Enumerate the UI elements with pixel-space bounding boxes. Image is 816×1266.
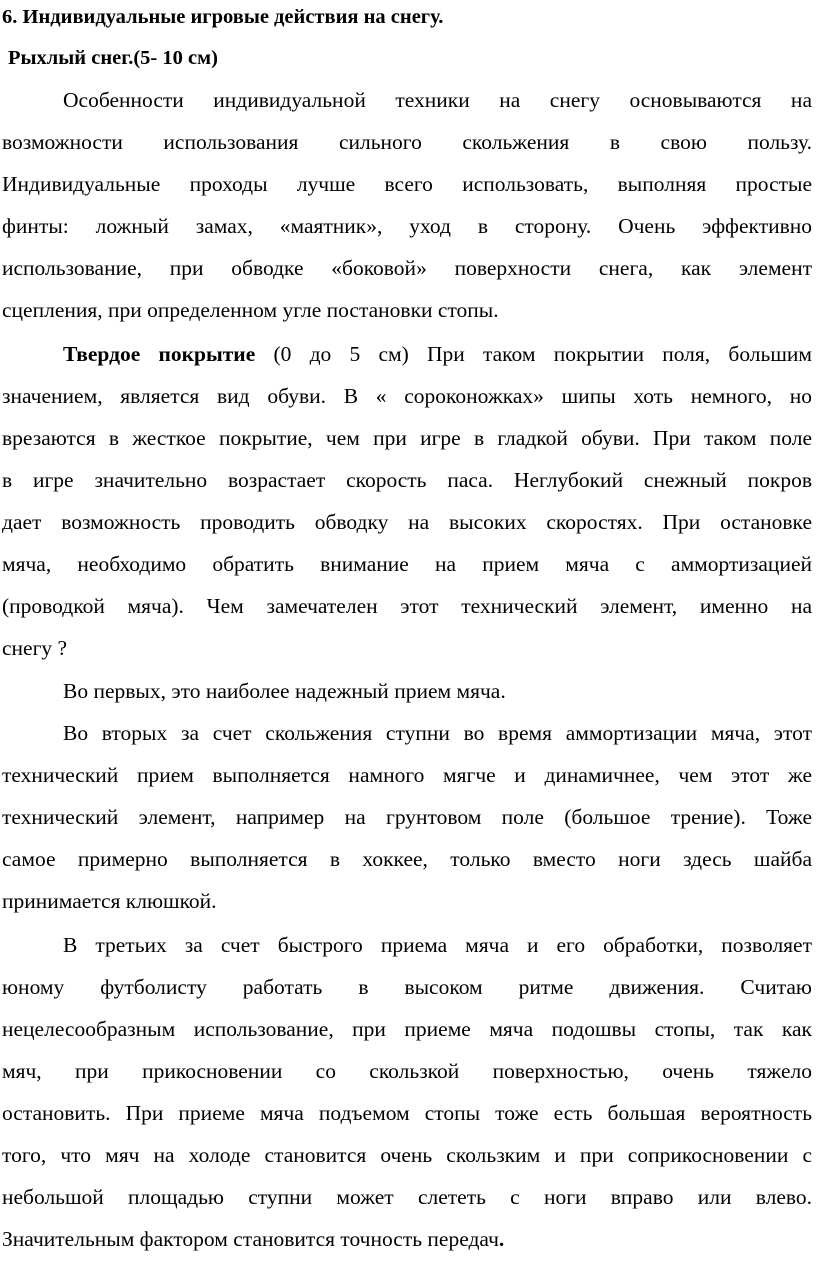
- paragraph-1-line: использование, при обводке «боковой» поверхности снега, как элемент: [2, 256, 812, 280]
- paragraph-5-line: мяч, при прикосновении со скользкой поверхностью, очень тяжело: [2, 1059, 812, 1083]
- paragraph-5-line: нецелесообразным использование, при приеме мяча подошвы стопы, так как: [2, 1017, 812, 1041]
- paragraph-3-line: Во первых, это наиболее надежный прием мяча.: [63, 679, 506, 703]
- paragraph-5-line: В третьих за счет быстрого приема мяча и его обработки, позволяет: [63, 933, 812, 957]
- paragraph-5-last-line: [2, 1229, 812, 1251]
- paragraph-2-first-line-text: (0 до 5 см) При таком покрытии поля, большим: [255, 342, 812, 366]
- paragraph-4-line: принимается клюшкой.: [2, 889, 217, 913]
- paragraph-1-line: Индивидуальные проходы лучше всего использовать, выполняя простые: [2, 172, 812, 196]
- paragraph-1-line: Особенности индивидуальной техники на снегу основываются на: [63, 88, 812, 112]
- paragraph-1-line: финты: ложный замах, «маятник», уход в сторону. Очень эффективно: [2, 214, 812, 238]
- paragraph-1-line: сцепления, при определенном угле постановки стопы.: [2, 298, 499, 322]
- paragraph-5-line: небольшой площадью ступни может слететь с ноги вправо или влево.: [2, 1185, 812, 1209]
- paragraph-2-first-line: [63, 344, 812, 366]
- paragraph-5-line: юному футболисту работать в высоком ритме движения. Считаю: [2, 975, 812, 999]
- paragraph-5-last-line-text: Значительным фактором становится точность передач: [2, 1227, 499, 1251]
- paragraph-2-line: врезаются в жесткое покрытие, чем при игре в гладкой обуви. При таком поле: [2, 426, 812, 450]
- paragraph-2-line: (проводкой мяча). Чем замечателен этот технический элемент, именно на: [2, 594, 812, 618]
- section-heading: 6. Индивидуальные игровые действия на снегу.: [2, 6, 444, 28]
- subsection-heading: Рыхлый снег.(5- 10 см): [8, 47, 218, 69]
- paragraph-2-line: значением, является вид обуви. В « сороконожках» шипы хоть немного, но: [2, 384, 812, 408]
- paragraph-1-line: возможности использования сильного скольжения в свою пользу.: [2, 130, 812, 154]
- paragraph-4-line: технический элемент, например на грунтовом поле (большое трение). Тоже: [2, 805, 812, 829]
- paragraph-2-line: снегу ?: [2, 636, 68, 660]
- paragraph-5-line: того, что мяч на холоде становится очень скользким и при соприкосновении с: [2, 1143, 812, 1167]
- paragraph-5-line: остановить. При приеме мяча подъемом стопы тоже есть большая вероятность: [2, 1101, 812, 1125]
- paragraph-2-line: дает возможность проводить обводку на высоких скоростях. При остановке: [2, 510, 812, 534]
- bold-period: .: [498, 1227, 505, 1251]
- paragraph-2-line: в игре значительно возрастает скорость паса. Неглубокий снежный покров: [2, 468, 812, 492]
- paragraph-2-line: мяча, необходимо обратить внимание на прием мяча с аммортизацией: [2, 552, 812, 576]
- paragraph-4-line: самое примерно выполняется в хоккее, только вместо ноги здесь шайба: [2, 847, 812, 871]
- paragraph-4-line: технический прием выполняется намного мягче и динамичнее, чем этот же: [2, 763, 812, 787]
- paragraph-4-line: Во вторых за счет скольжения ступни во время аммортизации мяча, этот: [63, 721, 812, 745]
- bold-term: Твердое покрытие: [63, 342, 256, 366]
